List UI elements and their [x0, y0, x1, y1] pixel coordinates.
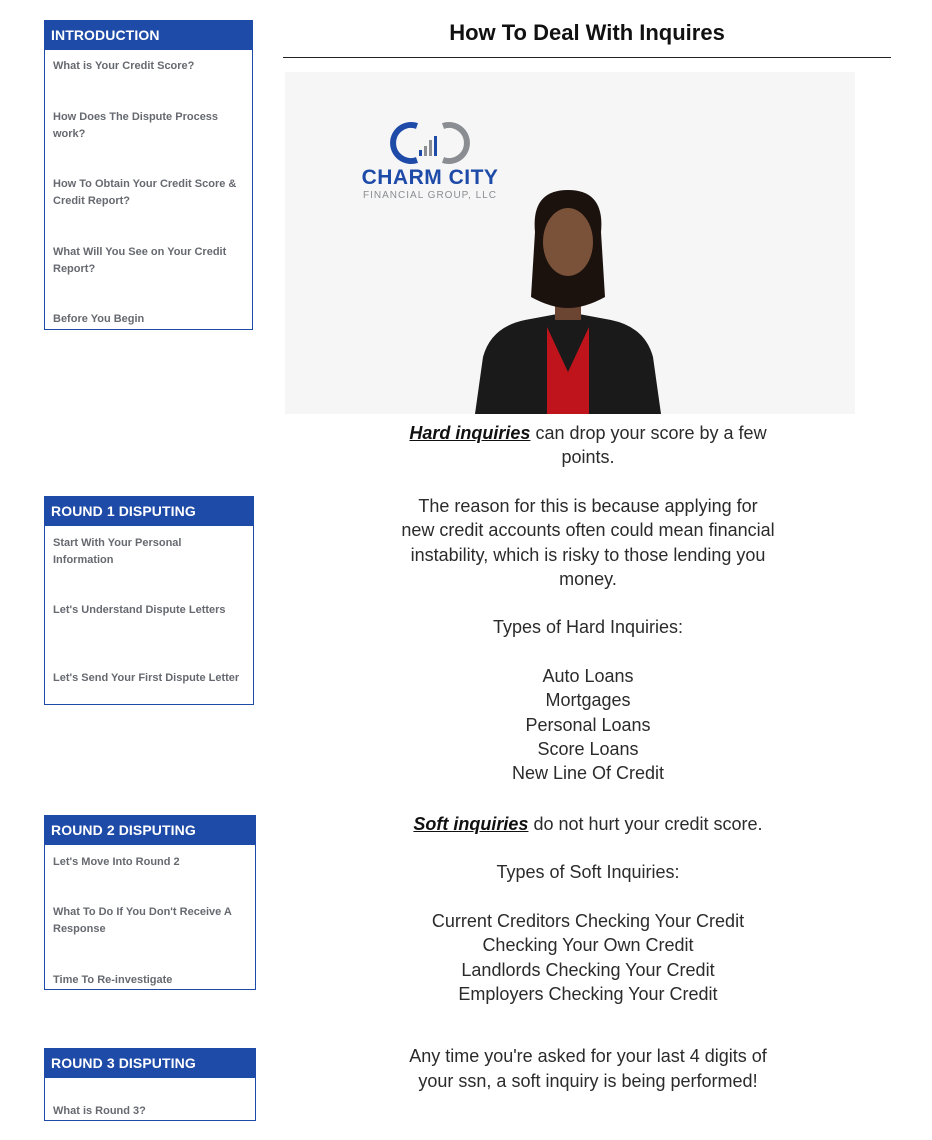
- sidebar-panel-round-1: [44, 496, 254, 705]
- sidebar-item[interactable]: How Does The Dispute Process work?: [53, 111, 219, 140]
- sidebar-item[interactable]: Let's Understand Dispute Letters: [53, 604, 226, 616]
- list-item: Mortgages: [545, 690, 631, 711]
- hard-inquiries-link[interactable]: Hard inquiries: [409, 423, 531, 443]
- sidebar-item[interactable]: What Will You See on Your Credit Report?: [53, 246, 227, 275]
- list-item: Current Creditors Checking Your Credit: [431, 910, 745, 931]
- list-item: Employers Checking Your Credit: [458, 983, 718, 1004]
- list-item: Score Loans: [537, 739, 639, 760]
- sidebar-heading: ROUND 1 DISPUTING: [45, 497, 253, 526]
- ssn-note-paragraph: Any time you're asked for your last 4 digits of your ssn, a soft inquiry is being performed!: [409, 1046, 767, 1091]
- sidebar-panel-introduction: [44, 20, 253, 330]
- video-player[interactable]: [285, 72, 855, 414]
- sidebar-item[interactable]: Before You Begin: [53, 313, 145, 325]
- list-item: Checking Your Own Credit: [482, 935, 694, 956]
- soft-inquiries-paragraph: [400, 812, 776, 836]
- sidebar-panel-round-2: [44, 815, 256, 990]
- sidebar-heading: ROUND 3 DISPUTING: [45, 1049, 255, 1078]
- hard-inquiries-paragraph: [400, 421, 776, 470]
- sidebar-item[interactable]: Let's Move Into Round 2: [53, 856, 180, 868]
- sidebar-heading: ROUND 2 DISPUTING: [45, 816, 255, 845]
- page-title: How To Deal With Inquires: [449, 20, 725, 45]
- logo-subtitle: FINANCIAL GROUP, LLC: [363, 190, 497, 201]
- article-body: [400, 421, 776, 1093]
- sidebar-heading: INTRODUCTION: [45, 21, 252, 50]
- sidebar-item[interactable]: Let's Send Your First Dispute Letter: [53, 672, 240, 684]
- sidebar-item[interactable]: What is Your Credit Score?: [53, 60, 195, 72]
- soft-inquiries-text: do not hurt your credit score.: [528, 813, 763, 834]
- reason-paragraph: The reason for this is because applying for new credit accounts often could mean financial instability, which is risky to those lending you money.: [401, 495, 775, 590]
- sidebar-item[interactable]: Time To Re-investigate: [53, 974, 173, 986]
- list-item: Auto Loans: [542, 665, 634, 686]
- sidebar-item[interactable]: What is Round 3?: [53, 1105, 146, 1117]
- hard-types-list: [400, 664, 776, 786]
- title-divider: [283, 57, 891, 58]
- hard-types-heading: Types of Hard Inquiries:: [492, 617, 684, 638]
- sidebar-panel-round-3: [44, 1048, 256, 1121]
- list-item: New Line Of Credit: [511, 763, 665, 784]
- list-item: Landlords Checking Your Credit: [461, 959, 715, 980]
- sidebar-item[interactable]: Start With Your Personal Information: [53, 537, 182, 566]
- soft-types-heading: Types of Soft Inquiries:: [496, 862, 680, 883]
- logo-name: CHARM CITY: [361, 166, 499, 189]
- list-item: Personal Loans: [525, 714, 651, 735]
- soft-types-list: [400, 909, 776, 1007]
- sidebar-item[interactable]: How To Obtain Your Credit Score & Credit Report?: [53, 178, 237, 207]
- soft-inquiries-link[interactable]: Soft inquiries: [413, 813, 529, 834]
- presenter-image: [285, 72, 855, 414]
- sidebar-item[interactable]: What To Do If You Don't Receive A Response: [53, 906, 232, 935]
- hard-inquiries-text: can drop your score by a few points.: [530, 423, 767, 468]
